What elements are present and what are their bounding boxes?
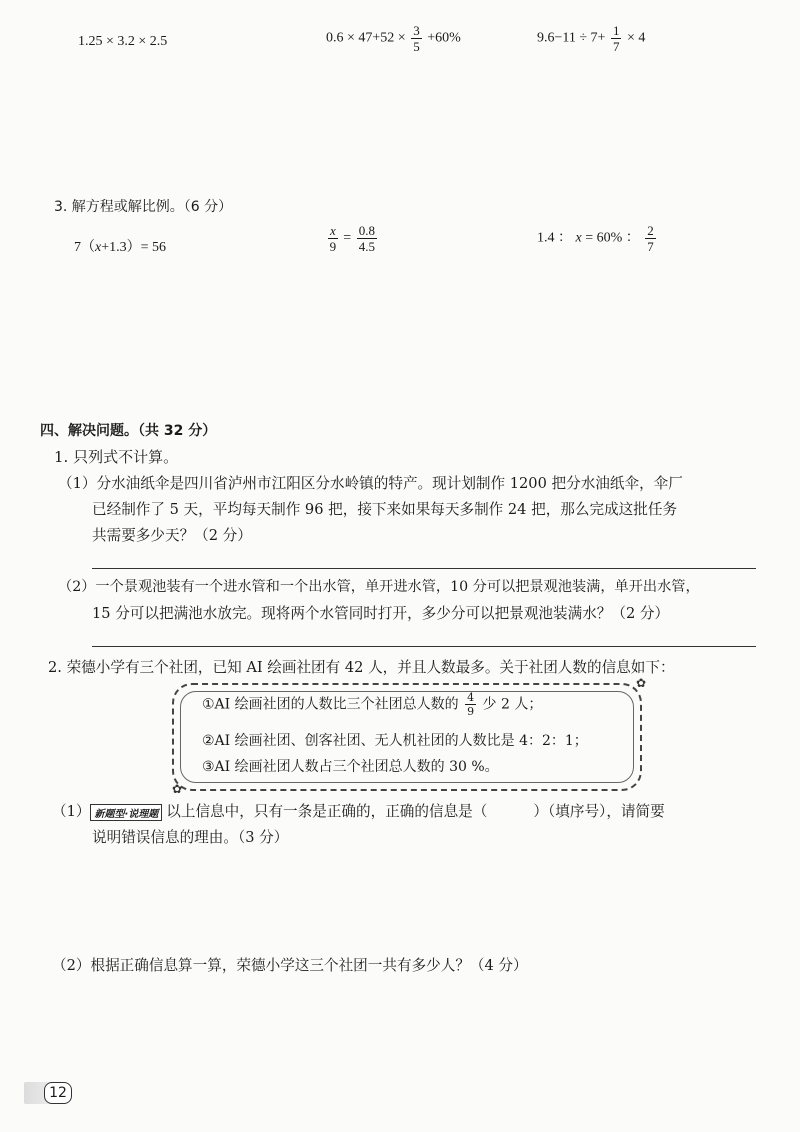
section-3-heading: 3. 解方程或解比例。（6 分） [54, 199, 233, 215]
fraction-0.8-4.5 [357, 224, 377, 253]
fraction-2-7 [645, 224, 656, 253]
flower-ornament-icon: ✿ [635, 676, 646, 690]
question-2-1-part-b: ）（填序号），请简要 [533, 803, 665, 820]
fraction-denominator: 7 [647, 239, 654, 254]
fraction-3-5 [411, 24, 422, 53]
equation-3-part-a: 1.4 ： [537, 230, 572, 246]
question-2-1-line-2: 说明错误信息的理由。（3 分） [92, 829, 289, 846]
fraction-numerator: 0.8 [358, 223, 375, 238]
equation-1-part-a: 7（ [74, 240, 95, 255]
calc-expression-3 [537, 24, 645, 53]
info-statement-1-part-b: 少 2 人； [482, 696, 543, 713]
question-2-2: （2）根据正确信息算一算，荣德小学这三个社团一共有多少人？（4 分） [52, 957, 528, 974]
fraction-denominator: 7 [612, 39, 620, 54]
question-1-title: 1. 只列式不计算。 [54, 448, 179, 466]
calc-expression-2-part-b: +60% [427, 30, 461, 46]
fraction-numerator: 1 [612, 23, 620, 38]
equation-1 [74, 236, 166, 256]
fraction-numerator: 4 [467, 691, 475, 704]
question-1-1-line-2: 已经制作了 5 天，平均每天制作 96 把，接下来如果每天多制作 24 把，那么完成这批任务 [92, 501, 678, 518]
question-1-2-line-1: （2）一个景观池装有一个进水管和一个出水管，单开进水管，10 分可以把景观池装满，单开出水管， [58, 579, 700, 595]
equation-3 [537, 224, 658, 253]
new-question-type-tag: 新题型·说理题 [90, 804, 162, 821]
calc-expression-1: 1.25 × 3.2 × 2.5 [78, 34, 168, 49]
answer-line-1[interactable] [92, 568, 756, 569]
fraction-numerator: x [330, 223, 336, 238]
question-2-1-prefix: （1） [52, 803, 91, 820]
calc-expression-2 [326, 24, 461, 53]
question-2-title: 2. 荣德小学有三个社团，已知 AI 绘画社团有 42 人，并且人数最多。关于社团人数的信息如下： [48, 659, 675, 676]
equation-2 [326, 224, 379, 253]
fraction-denominator: 9 [467, 705, 475, 718]
info-statement-1-part-a: ①AI 绘画社团的人数比三个社团总人数的 [202, 696, 459, 713]
answer-line-2[interactable] [92, 646, 756, 647]
info-statement-1 [202, 692, 542, 717]
question-1-1-line-1: （1）分水油纸伞是四川省泸州市江阳区分水岭镇的特产。现计划制作 1200 把分水油纸伞，伞厂 [58, 475, 683, 492]
section-4-heading: 四、解决问题。（共 32 分） [40, 423, 217, 439]
page-number: 12 [44, 1082, 72, 1104]
info-statement-3: ③AI 绘画社团人数占三个社团总人数的 30 %。 [202, 759, 499, 775]
calc-expression-2-part-a: 0.6 × 47+52 × [326, 30, 406, 46]
question-1-1-line-3: 共需要多少天？（2 分） [92, 527, 252, 544]
question-1-2-line-2: 15 分可以把满池水放完。现将两个水管同时打开，多少分可以把景观池装满水？（2 分） [92, 605, 670, 622]
info-statement-2: ②AI 绘画社团、创客社团、无人机社团的人数比是 4：2：1； [202, 733, 588, 749]
fraction-4-9 [465, 692, 476, 717]
fraction-denominator: 4.5 [358, 239, 375, 254]
fraction-x-9 [328, 224, 338, 253]
equation-3-part-b: = 60% ： [585, 230, 640, 246]
equation-3-variable: x [575, 230, 582, 246]
fraction-1-7 [611, 24, 622, 53]
equation-1-variable: x [95, 240, 102, 255]
fraction-denominator: 9 [329, 239, 337, 254]
question-2-1-part-a: 以上信息中，只有一条是正确的，正确的信息是（ [166, 803, 488, 820]
question-2-1-line-1 [52, 800, 665, 821]
calc-expression-3-part-a: 9.6−11 ÷ 7+ [537, 30, 606, 46]
fraction-numerator: 3 [413, 23, 420, 38]
fraction-denominator: 5 [413, 39, 420, 54]
flower-ornament-icon: ✿ [172, 782, 183, 796]
equation-1-part-b: +1.3）= 56 [101, 240, 167, 255]
calc-expression-3-part-b: × 4 [626, 30, 646, 46]
equals-sign: = [343, 230, 352, 246]
fraction-numerator: 2 [647, 223, 654, 238]
